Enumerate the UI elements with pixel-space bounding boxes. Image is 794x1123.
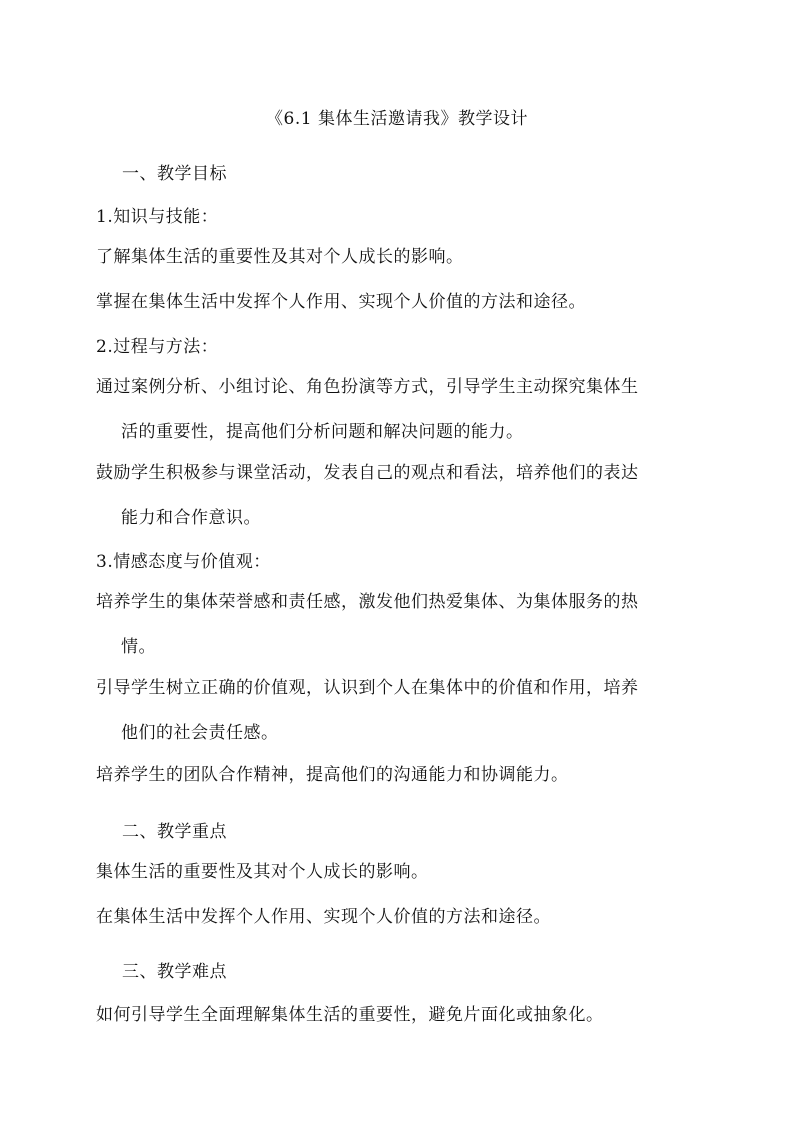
paragraph [96,375,686,465]
paragraph-line: 通过案例分析、小组讨论、角色扮演等方式，引导学生主动探究集体生 [96,377,639,397]
paragraph [96,590,686,680]
paragraph-line: 培养学生的集体荣誉感和责任感，激发他们热爱集体、为集体服务的热 [96,592,639,612]
paragraph-line: 能力和合作意识。 [121,508,261,528]
paragraph-line: 鼓励学生积极参与课堂活动，发表自己的观点和看法，培养他们的表达 [96,463,639,483]
paragraph: 如何引导学生全面理解集体生活的重要性，避免片面化或抽象化。 [96,1005,604,1025]
paragraph [96,461,686,551]
paragraph: 培养学生的团队合作精神，提高他们的沟通能力和协调能力。 [96,765,569,785]
paragraph: 集体生活的重要性及其对个人成长的影响。 [96,862,429,882]
subheading-attitudes-values: 3.情感态度与价值观： [96,552,271,572]
paragraph: 了解集体生活的重要性及其对个人成长的影响。 [96,247,464,267]
paragraph: 在集体生活中发挥个人作用、实现个人价值的方法和途径。 [96,907,551,927]
paragraph-line: 引导学生树立正确的价值观，认识到个人在集体中的价值和作用，培养 [96,678,639,698]
paragraph [96,676,686,766]
subheading-process-methods: 2.过程与方法： [96,337,219,357]
section-heading-difficulties: 三、教学难点 [122,962,227,982]
paragraph: 掌握在集体生活中发挥个人作用、实现个人价值的方法和途径。 [96,292,586,312]
paragraph-line: 情。 [121,637,156,657]
subheading-knowledge-skills: 1.知识与技能： [96,207,219,227]
paragraph-line: 活的重要性，提高他们分析问题和解决问题的能力。 [121,422,524,442]
page-title: 《6.1 集体生活邀请我》教学设计 [266,109,528,129]
section-heading-goals: 一、教学目标 [122,164,227,184]
section-heading-key-points: 二、教学重点 [122,822,227,842]
paragraph-line: 他们的社会责任感。 [121,723,279,743]
